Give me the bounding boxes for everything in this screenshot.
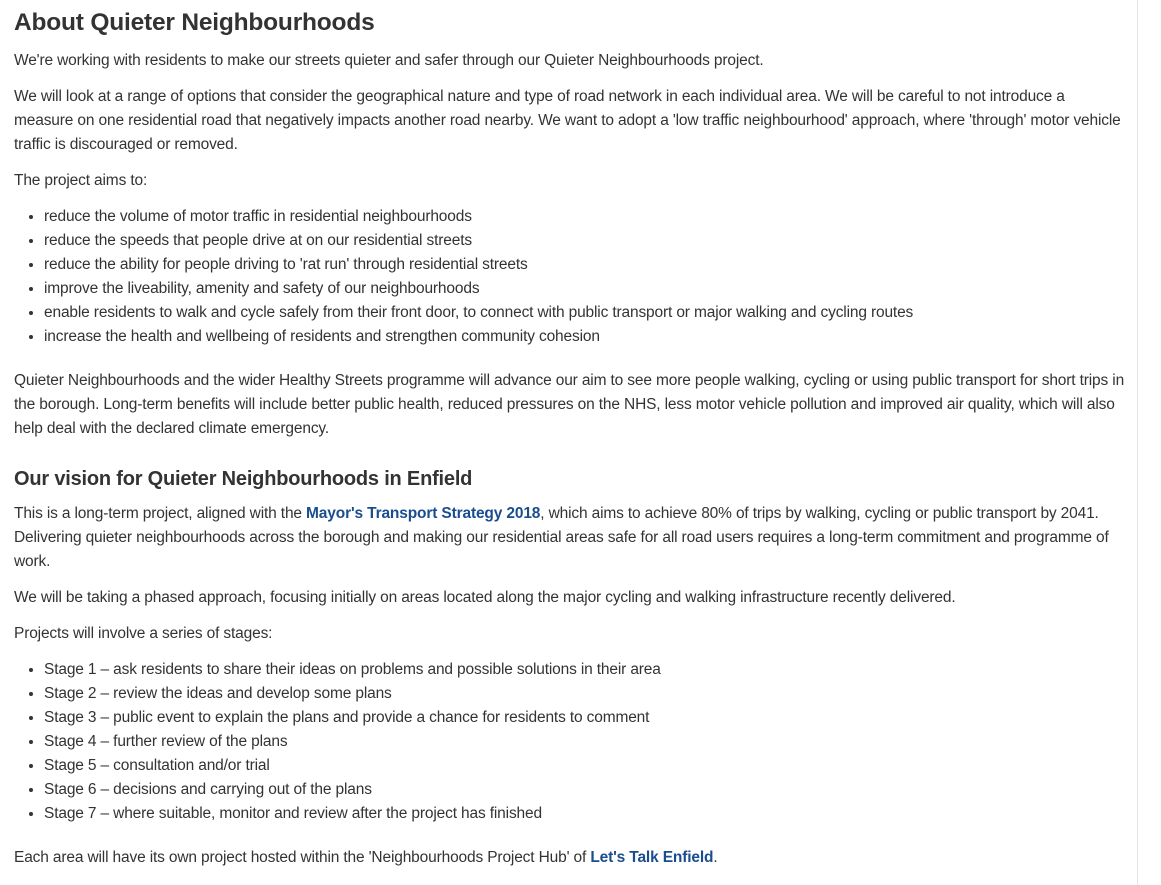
article-content — [14, 6, 1126, 882]
list-item: • Stage 4 – further review of the plans — [44, 730, 1126, 754]
list-item: • reduce the volume of motor traffic in residential neighbourhoods — [44, 205, 1126, 229]
stages-intro: Projects will involve a series of stages: — [14, 625, 273, 642]
approach-paragraph: We will look at a range of options that consider the geographical nature and type of road network in each individual area. We will be careful to not introduce a measure on one residential road that negatively impacts another road nearby. We want to adopt a 'low traffic neighbourhood' approach, where 'through' motor vehicle traffic is discouraged or removed. — [14, 88, 1121, 153]
list-item: • reduce the speeds that people drive at on our residential streets — [44, 229, 1126, 253]
list-item: • Stage 7 – where suitable, monitor and review after the project has finished — [44, 802, 1126, 826]
list-item: • increase the health and wellbeing of residents and strengthen community cohesion — [44, 325, 1126, 349]
lets-talk-enfield-link[interactable]: Let's Talk Enfield — [590, 849, 714, 866]
page-title: About Quieter Neighbourhoods — [14, 9, 375, 36]
vision-section — [14, 465, 1126, 870]
vision-text-before: This is a long-term project, aligned with the — [14, 505, 307, 522]
list-item: • Stage 5 – consultation and/or trial — [44, 754, 1126, 778]
list-item: • Stage 1 – ask residents to share their ideas on problems and possible solutions in their area — [44, 658, 1126, 682]
aims-list — [14, 205, 1126, 349]
closing-text-before: Each area will have its own project hosted within the 'Neighbourhoods Project Hub' of — [14, 849, 591, 866]
intro-paragraph: We're working with residents to make our streets quieter and safer through our Quieter Neighbourhoods project. — [14, 52, 764, 69]
stages-list — [14, 658, 1126, 826]
vision-text-after: , which aims to achieve 80% of trips by walking, cycling or public transport by 2041. Delivering quieter neighbourhoods across the borough and making our residential areas safe for all road users requires a long-term commitment and programme of work. — [14, 505, 1109, 570]
vision-paragraph — [14, 502, 1126, 574]
aims-intro: The project aims to: — [14, 172, 148, 189]
mayors-transport-strategy-link[interactable]: Mayor's Transport Strategy 2018 — [306, 505, 541, 522]
list-item: • Stage 3 – public event to explain the plans and provide a chance for residents to comment — [44, 706, 1126, 730]
list-item: • reduce the ability for people driving to 'rat run' through residential streets — [44, 253, 1126, 277]
vision-heading: Our vision for Quieter Neighbourhoods in Enfield — [14, 468, 473, 490]
phased-paragraph: We will be taking a phased approach, focusing initially on areas located along the major cycling and walking infrastructure recently delivered. — [14, 589, 956, 606]
list-item: • Stage 2 – review the ideas and develop some plans — [44, 682, 1126, 706]
list-item: • Stage 6 – decisions and carrying out of the plans — [44, 778, 1126, 802]
closing-text-after: . — [713, 849, 718, 866]
list-item: • improve the liveability, amenity and safety of our neighbourhoods — [44, 277, 1126, 301]
benefits-paragraph: Quieter Neighbourhoods and the wider Healthy Streets programme will advance our aim to see more people walking, cycling or using public transport for short trips in the borough. Long-term benefits will include better public health, reduced pressures on the NHS, less motor vehicle pollution and improved air quality, which will also help deal with the declared climate emergency. — [14, 372, 1125, 437]
page-right-divider — [1137, 0, 1138, 885]
list-item: • enable residents to walk and cycle safely from their front door, to connect with public transport or major walking and cycling routes — [44, 301, 1126, 325]
closing-paragraph — [14, 846, 1126, 870]
